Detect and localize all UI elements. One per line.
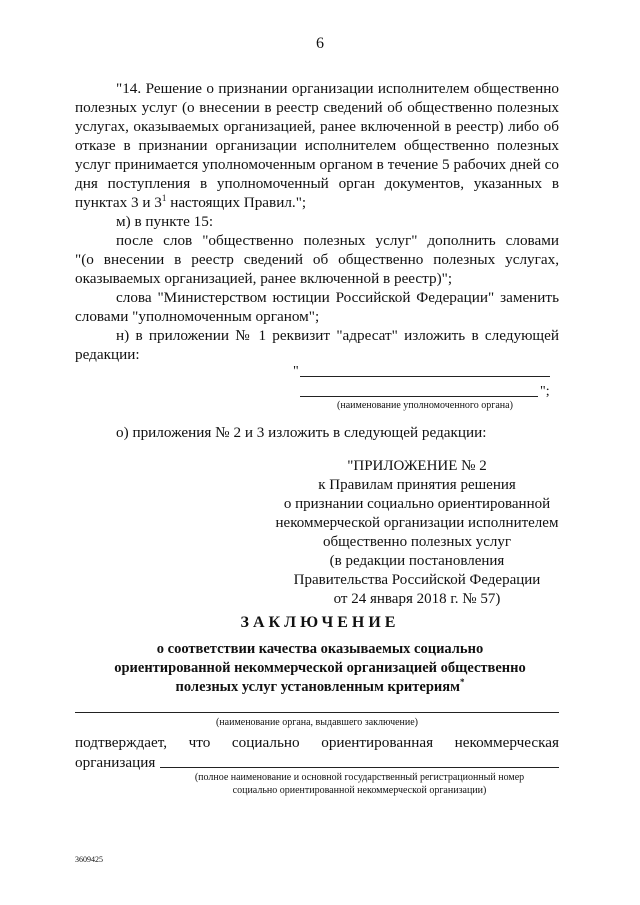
appendix-line: о признании социально ориентированной bbox=[283, 496, 551, 512]
text-line: редакции: bbox=[75, 346, 140, 363]
text-line: отказе в признании организации исполнителем общественно полезных bbox=[75, 137, 559, 154]
subtitle-line: о соответствии качества оказываемых социально bbox=[156, 641, 484, 657]
text-line: дня поступления в уполномоченный орган документов, указанных в bbox=[75, 175, 559, 192]
document-code: 3609425 bbox=[75, 855, 103, 864]
page-number: 6 bbox=[316, 35, 324, 52]
field-caption: (наименование уполномоченного органа) bbox=[337, 400, 513, 411]
text-line: оказываемых организацией, ранее включенной в реестр)"; bbox=[75, 270, 453, 287]
text-line: услуг принимается уполномоченным органом в течение 5 рабочих дней со bbox=[75, 156, 559, 173]
field-caption: (наименование органа, выдавшего заключение) bbox=[215, 717, 419, 728]
blank-line bbox=[160, 767, 559, 768]
footnote-marker: * bbox=[459, 677, 465, 688]
text-line: подтверждает, что социально ориентированная некоммерческая bbox=[75, 734, 559, 751]
text-line: "14. Решение о признании организации исполнителем общественно bbox=[116, 80, 559, 97]
appendix-line: общественно полезных услуг bbox=[322, 534, 512, 550]
conclusion-title: ЗАКЛЮЧЕНИЕ bbox=[240, 614, 400, 631]
appendix-header bbox=[272, 457, 562, 609]
text-line: после слов "общественно полезных услуг" дополнить словами bbox=[116, 232, 559, 249]
blank-line bbox=[75, 712, 559, 713]
field-label: организация bbox=[75, 754, 156, 771]
subtitle-line bbox=[60, 678, 580, 697]
text-line: н) в приложении № 1 реквизит "адресат" изложить в следующей bbox=[116, 327, 559, 344]
text-fragment: пунктах 3 и 3 bbox=[75, 194, 162, 211]
item-heading: м) в пункте 15: bbox=[116, 213, 214, 230]
open-quote: " bbox=[293, 364, 299, 379]
blank-line bbox=[300, 396, 538, 397]
appendix-line: некоммерческой организации исполнителем bbox=[275, 515, 559, 531]
superscript: 1 bbox=[161, 192, 167, 203]
caption-line: социально ориентированной некоммерческой организации) bbox=[232, 785, 487, 796]
appendix-line: Правительства Российской Федерации bbox=[293, 572, 541, 588]
conclusion-subtitle bbox=[60, 640, 580, 697]
appendix-line: от 24 января 2018 г. № 57) bbox=[333, 591, 501, 607]
appendix-line: (в редакции постановления bbox=[329, 553, 505, 569]
field-caption bbox=[160, 771, 559, 797]
text-line: "(о внесении в реестр сведений об общественно полезных услугах, bbox=[75, 251, 559, 268]
appendix-title: "ПРИЛОЖЕНИЕ № 2 bbox=[347, 458, 487, 474]
text-line: полезных услуг (о внесении в реестр сведений об общественно полезных bbox=[75, 99, 559, 116]
subtitle-line: ориентированной некоммерческой организацией общественно bbox=[114, 660, 526, 676]
appendix-line: к Правилам принятия решения bbox=[318, 477, 516, 493]
caption-line: (полное наименование и основной государственный регистрационный номер bbox=[194, 772, 525, 783]
text-line: слова "Министерством юстиции Российской Федерации" заменить bbox=[116, 289, 559, 306]
item-o: о) приложения № 2 и 3 изложить в следующей редакции: bbox=[116, 424, 487, 441]
blank-line bbox=[300, 376, 550, 377]
text-line: услугах, оказываемых организацией, ранее включенной в реестр) либо об bbox=[75, 118, 559, 135]
text-line: словами "уполномоченным органом"; bbox=[75, 308, 320, 325]
text-line bbox=[75, 193, 306, 212]
close-quote: "; bbox=[540, 384, 550, 399]
text-fragment: полезных услуг установленным критериям bbox=[175, 679, 460, 695]
text-fragment: настоящих Правил."; bbox=[166, 194, 307, 211]
